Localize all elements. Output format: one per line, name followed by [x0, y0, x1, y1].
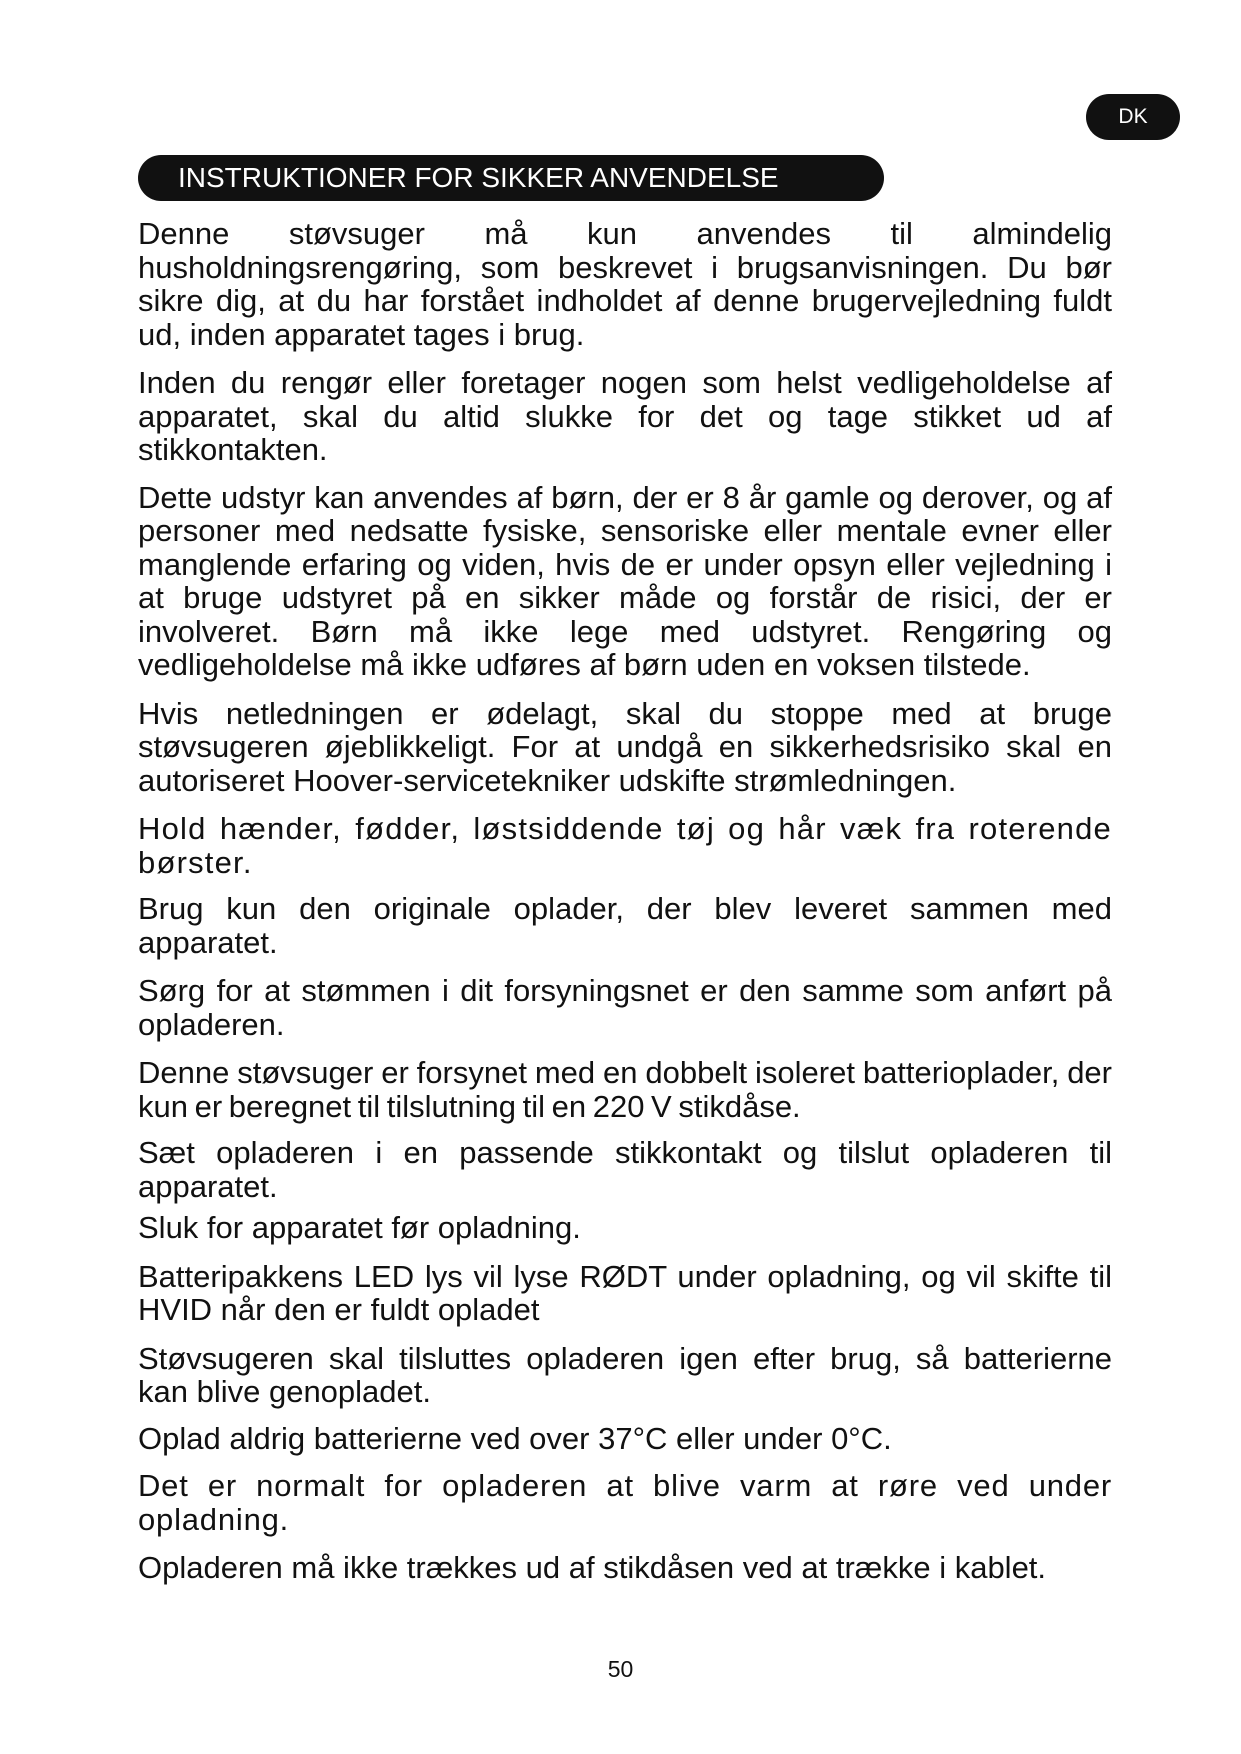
- paragraph-maintenance: Inden du rengør eller foretager nogen som helst vedligeholdelse af apparatet, skal du altid slukke for det og tage stikket ud af stikkontakten.: [138, 365, 1112, 467]
- paragraph-recharge: Støvsugeren skal tilsluttes opladeren igen efter brug, så batterierne kan blive genopladet.: [138, 1340, 1112, 1409]
- paragraph-insulated-charger: Denne støvsuger er forsynet med en dobbelt isoleret batterioplader, der kun er beregnet til tilslutning til en 220 V stikdåse.: [138, 1055, 1112, 1124]
- paragraph-temperature: Oplad aldrig batterierne ved over 37°C eller under 0°C.: [138, 1420, 892, 1456]
- instructions-body: [138, 217, 1112, 1585]
- page-number: 50: [607, 1656, 634, 1682]
- paragraph-original-charger: Brug kun den originale oplader, der blev leveret sammen med apparatet.: [138, 891, 1112, 960]
- paragraph-voltage: Sørg for at stømmen i dit forsyningsnet er den samme som anført på opladeren.: [138, 973, 1112, 1042]
- paragraph-switch-off: Sluk for apparatet før opladning.: [138, 1210, 581, 1245]
- paragraph-led: Batteripakkens LED lys vil lyse RØDT under opladning, og vil skifte til HVID når den er fuldt opladet: [138, 1258, 1112, 1327]
- paragraph-warm-charger: Det er normalt for opladeren at blive varm at røre ved under opladning.: [138, 1468, 1112, 1537]
- paragraph-unplug: Opladeren må ikke trækkes ud af stikdåsen ved at trække i kablet.: [138, 1550, 1047, 1585]
- paragraph-brushes: Hold hænder, fødder, løstsiddende tøj og hår væk fra roterende børster.: [138, 811, 1112, 880]
- paragraph-usage: Denne støvsuger må kun anvendes til almindelig husholdningsrengøring, som beskrevet i brugsanvisningen. Du bør sikre dig, at du har forstået indholdet af denne brugervejledning fuldt ud, inden apparatet tages i brug.: [138, 216, 1112, 352]
- language-badge: DK: [1086, 94, 1180, 140]
- paragraph-children: Dette udstyr kan anvendes af børn, der er 8 år gamle og derover, og af personer med nedsatte fysiske, sensoriske eller mentale evner eller manglende erfaring og viden, hvis de er under opsyn eller vejledning i at bruge udstyret på en sikker måde og forstår de risici, der er involveret. Børn må ikke lege med udstyret. Rengøring og vedligeholdelse må ikke udføres af børn uden en voksen tilstede.: [138, 479, 1112, 682]
- paragraph-connect-charger: Sæt opladeren i en passende stikkontakt og tilslut opladeren til apparatet.: [138, 1135, 1112, 1204]
- paragraph-power-cord: Hvis netledningen er ødelagt, skal du stoppe med at bruge støvsugeren øjeblikkeligt. For at undgå en sikkerhedsrisiko skal en autoriseret Hoover-servicetekniker udskifte strømledningen.: [138, 695, 1112, 798]
- section-title: INSTRUKTIONER FOR SIKKER ANVENDELSE: [138, 155, 884, 201]
